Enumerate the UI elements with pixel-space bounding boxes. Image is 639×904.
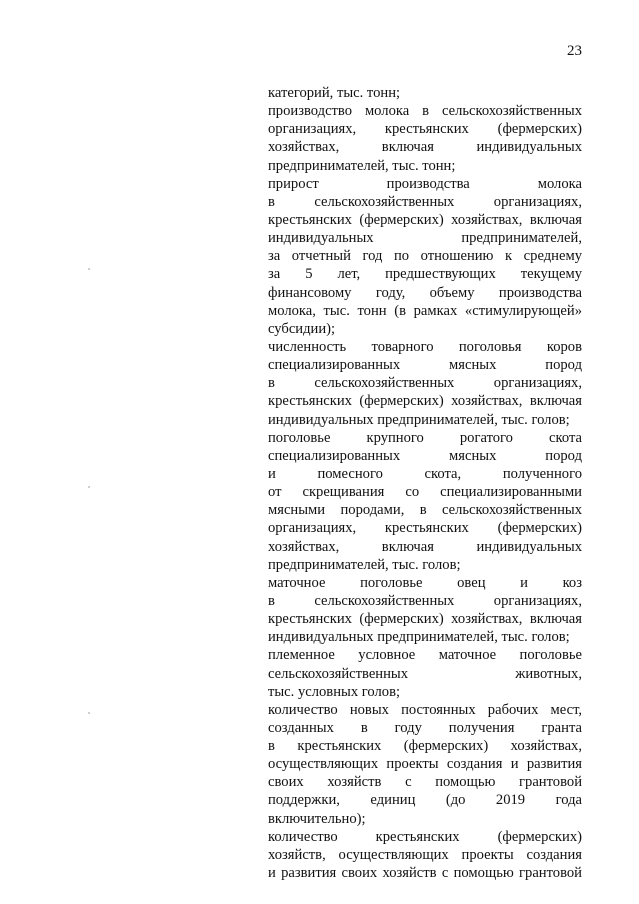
text-line: осуществляющих проекты создания и развития [268,756,582,773]
scan-speck [88,486,90,488]
text-line: маточное поголовье овец и коз [268,574,582,591]
text-line: созданных в году получения гранта [268,719,582,736]
text-line: за 5 лет, предшествующих текущему [268,266,582,283]
text-line: молока, тыс. тонн (в рамках «стимулирующей» [268,302,582,319]
text-line: численность товарного поголовья коров [268,338,582,355]
page-number: 23 [567,43,582,59]
text-line: предпринимателей, тыс. голов; [268,556,461,573]
text-line: прирост производства молока [268,175,582,192]
text-line: финансовому году, объему производства [268,284,582,301]
scan-speck [88,268,90,270]
text-line: поддержки, единиц (до 2019 года [268,792,582,809]
text-line: категорий, тыс. тонн; [268,85,401,101]
text-line: хозяйствах, включая индивидуальных [268,538,582,555]
text-line: крестьянских (фермерских) хозяйствах, включая [268,611,582,628]
text-line: специализированных мясных пород [268,447,582,464]
text-line: хозяйств, осуществляющих проекты создания [268,846,582,863]
text-line: своих хозяйств с помощью грантовой [268,774,582,791]
text-line: включительно); [268,810,366,827]
text-line: предпринимателей, тыс. тонн; [268,157,456,174]
text-line: за отчетный год по отношению к среднему [268,248,582,265]
text-line: организациях, крестьянских (фермерских) [268,121,582,138]
text-line: индивидуальных предпринимателей, тыс. голов; [268,411,570,428]
text-line: в сельскохозяйственных организациях, [268,193,582,210]
text-line: и помесного скота, полученного [268,465,582,482]
text-line: организациях, крестьянских (фермерских) [268,520,582,537]
text-line: в крестьянских (фермерских) хозяйствах, [268,738,582,755]
text-line: производство молока в сельскохозяйственных [268,103,582,120]
text-line: мясными породами, в сельскохозяйственных [268,502,582,519]
text-line: специализированных мясных пород [268,357,582,374]
text-line: в сельскохозяйственных организациях, [268,592,582,609]
text-line: субсидии); [268,320,336,337]
text-line: индивидуальных предпринимателей, тыс. голов; [268,629,570,646]
text-line: тыс. условных голов; [268,683,401,700]
text-line: индивидуальных предпринимателей, [268,230,582,247]
text-line: количество новых постоянных рабочих мест, [268,701,582,718]
text-line: сельскохозяйственных животных, [268,665,582,682]
text-line: племенное условное маточное поголовье [268,647,582,664]
text-line: поголовье крупного рогатого скота [268,429,582,446]
document-body [268,84,582,882]
text-line: крестьянских (фермерских) хозяйствах, включая [268,393,582,410]
text-line: крестьянских (фермерских) хозяйствах, включая [268,211,582,228]
text-line: количество крестьянских (фермерских) [268,828,582,845]
text-line: хозяйствах, включая индивидуальных [268,139,582,156]
text-line: в сельскохозяйственных организациях, [268,375,582,392]
scan-speck [88,712,90,714]
text-line: от скрещивания со специализированными [268,484,582,501]
text-line: и развития своих хозяйств с помощью грантовой [268,865,582,882]
